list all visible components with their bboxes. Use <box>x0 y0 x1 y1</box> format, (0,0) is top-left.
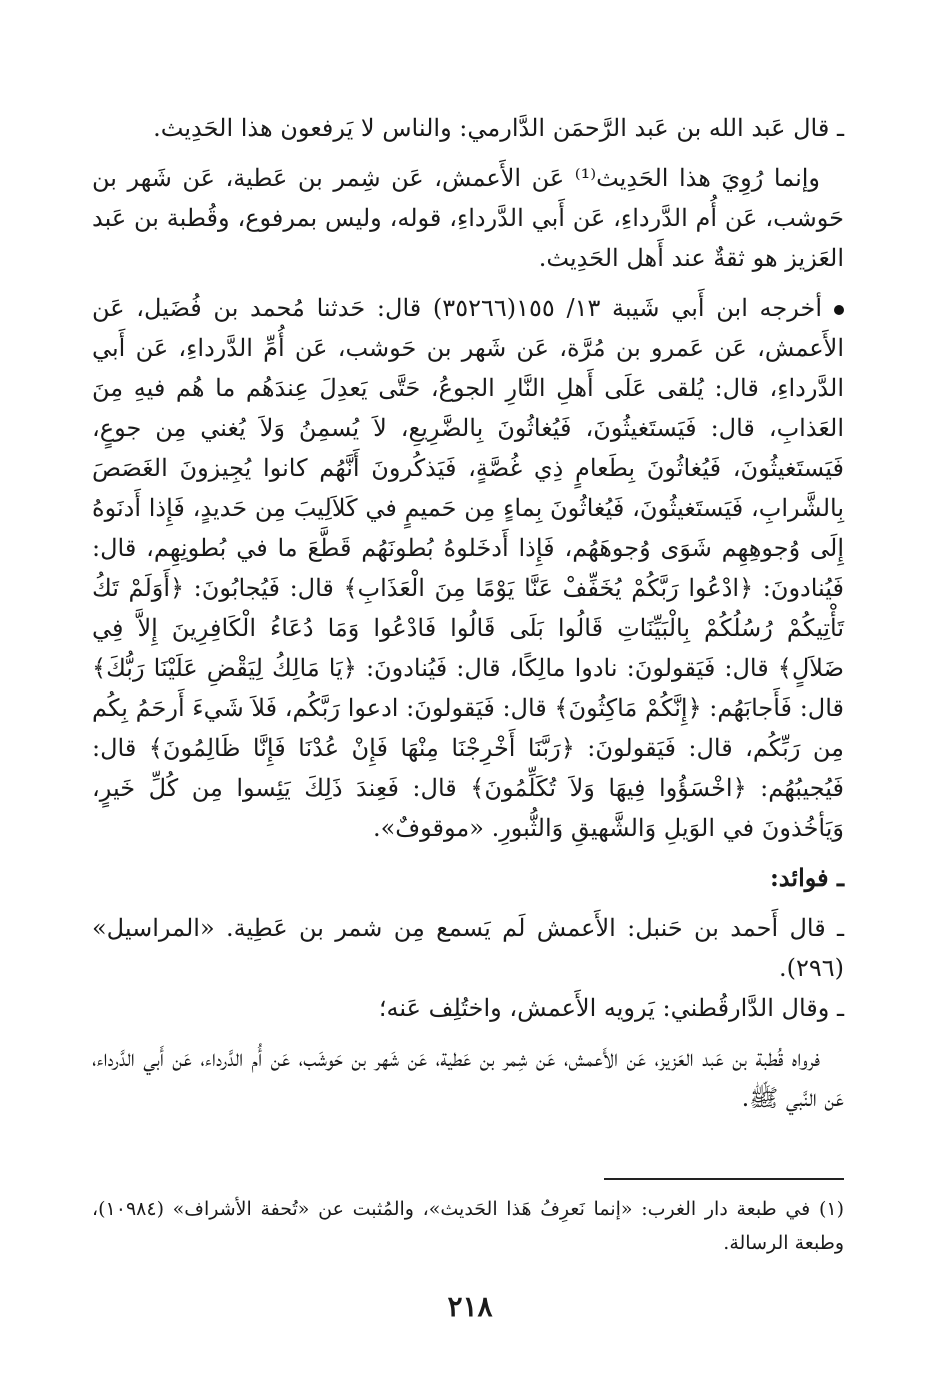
bullet-icon <box>834 305 844 315</box>
page-number: ٢١٨ <box>447 1290 493 1323</box>
takhrij-text: أخرجه ابن أَبي شَيبة ١٣/ ١٥٥(٣٥٢٦٦) قال: حَدثنا مُحمد بن فُضَيل، عَن الأَعمش، عَن عَمرو بن مُرَّة، عَن شَهر بن حَوشب، عَن أُمِّ الدَّرداءِ، عَن أَبي الدَّرداءِ، قال: يُلقى عَلَى أَهلِ النَّارِ الجوعُ، حَتَّى يَعدِلَ عِندَهُم ما هُم فيهِ مِنَ العَذابِ، قال: فَيَستَغيثُونَ، فَيُغاثُونَ بِالضَّرِيعِ، لاَ يُسمِنُ وَلاَ يُغني مِن جوعٍ، فَيَستَغيثُونَ، فَيُغاثُونَ بِطَعامٍ ذِي غُصَّةٍ، فَيَذكُرونَ أَنَّهُم كانوا يُجِيزونَ الغَصَصَ بِالشَّرابِ، فَيَستَغيثُونَ، فَيُغاثُونَ بِماءٍ مِن حَميمٍ في كَلاَلِيبَ مِن حَديدٍ، فَإِذا أَدنَوهُ إِلَى وُجوهِهِم شَوَى وُجوهَهُم، فَإِذا أَدخَلوهُ بُطونَهُم قَطَّعَ ما في بُطونِهِم، قال: فَيُنادونَ: ﴿ادْعُوا رَبَّكُمْ يُخَفِّفْ عَنَّا يَوْمًا مِنَ الْعَذَابِ﴾ قال: فَيُجابُونَ: ﴿أَوَلَمْ تَكُ تَأْتِيكُمْ رُسُلُكُمْ بِالْبَيِّنَاتِ قَالُوا بَلَى قَالُوا فَادْعُوا وَمَا دُعَاءُ الْكَافِرِينَ إِلاَّ فِي ضَلاَلٍ﴾ قال: فَيَقولونَ: نادوا مالِكًا، قال: فَيُنادونَ: ﴿يَا مَالِكُ لِيَقْضِ عَلَيْنَا رَبُّكَ﴾ قال: فَأَجابَهُم: ﴿إِنَّكُمْ مَاكِثُونَ﴾ قال: فَيَقولونَ: ادعوا رَبَّكُم، فَلاَ شَيءَ أَرحَمُ بِكُم مِن رَبِّكُم، قال: فَيَقولونَ: ﴿رَبَّنَا أَخْرِجْنَا مِنْهَا فَإِنْ عُدْنَا فَإِنَّا ظَالِمُونَ﴾ قال: فَيُجيبُهُم: ﴿اخْسَؤُوا فِيهَا وَلاَ تُكَلِّمُونَ﴾ قال: فَعِندَ ذَلِكَ يَئِسوا مِن كُلِّ خَيرٍ، وَيَأخُذونَ في الوَيلِ وَالشَّهيقِ وَالثُّبورِ. «موقوفٌ». <box>92 294 844 842</box>
main-text <box>92 108 844 1118</box>
footnote-divider <box>604 1178 844 1180</box>
footnotes <box>92 1192 844 1260</box>
section-heading-fawaid: ـ فوائد: <box>769 863 844 892</box>
paragraph-takhrij <box>92 288 844 848</box>
paragraph-ahmad: ـ قال أَحمد بن حَنبل: الأَعمش لَم يَسمع مِن شمر بن عَطِية. «المراسيل» (٢٩٦). <box>92 914 844 982</box>
footnote-1: (١) في طبعة دار الغرب: «إنما نَعرِفُ هَذا الحَديث»، والمُثبت عن «تُحفة الأشراف» (١٠٩٨٤)، وطبعة الرسالة. <box>92 1198 844 1254</box>
paragraph-daraqutni: ـ وقال الدَّارقُطني: يَرويه الأَعمش، واختُلِف عَنه؛ <box>378 994 844 1022</box>
paragraph-narration-note: وإنما رُوِيَ هذا الحَدِيث⁽¹⁾ عَن الأَعمش، عَن شِمر بن عَطية، عَن شَهر بن حَوشب، عَن أُم الدَّرداءِ، عَن أَبي الدَّرداءِ، قوله، وليس بمرفوع، وقُطبة بن عَبد العَزيز هو ثقةٌ عند أَهل الحَدِيث. <box>92 164 844 272</box>
paragraph-darimi-note: ـ قال عَبد الله بن عَبد الرَّحمَن الدَّارمي: والناس لا يَرفعون هذا الحَدِيث. <box>153 114 844 142</box>
paragraph-qutba-narration: فرواه قُطبة بن عَبد العَزيز، عَن الأَعمش، عَن شِمر بن عَطية، عَن شَهر بن حَوشَب، عَن أُم الدَّرداء، عَن أَبي الدَّرداء، عَن النَّبي ﷺ. <box>92 1044 844 1112</box>
